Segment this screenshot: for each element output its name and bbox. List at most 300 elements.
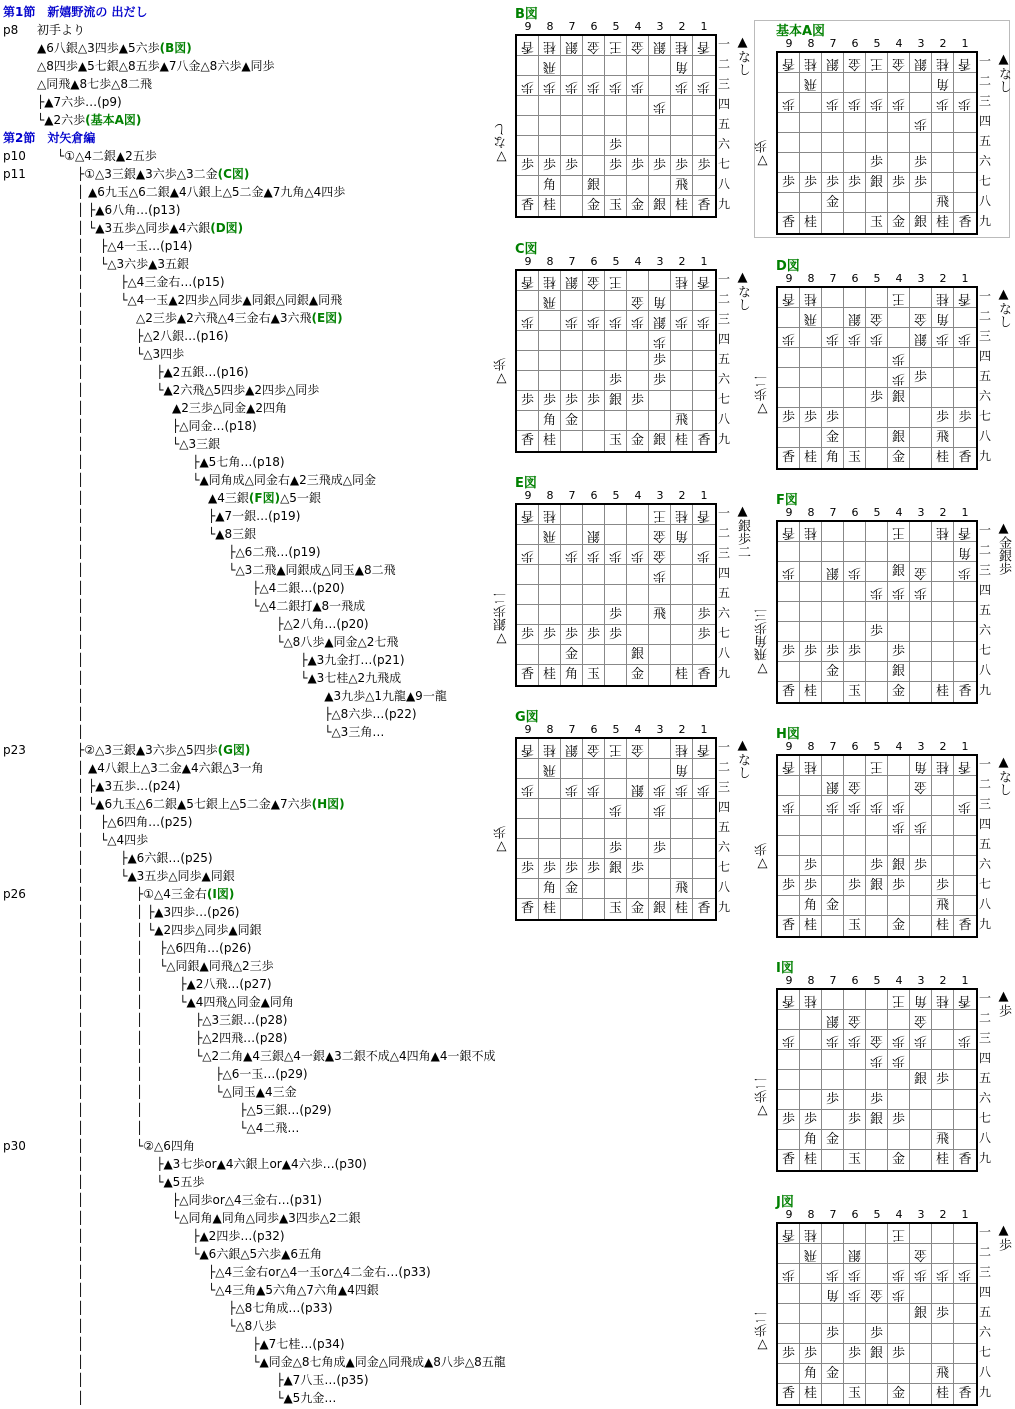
- sente-piece: 桂: [935, 918, 949, 933]
- sente-piece: 玉: [586, 667, 600, 682]
- move-text: △同飛▲8七歩△8二飛: [37, 77, 152, 91]
- sente-piece: 歩: [913, 858, 927, 873]
- move-line: [37, 57, 275, 75]
- board-square: [605, 116, 627, 136]
- move-line: [77, 165, 249, 183]
- board-square: [627, 351, 649, 371]
- board-square: [627, 779, 649, 799]
- gote-piece: 桂: [935, 993, 949, 1008]
- move-line: [77, 1263, 431, 1281]
- board-square: [888, 1244, 910, 1264]
- move-text: │ └△3六歩▲3五銀: [77, 257, 189, 271]
- board-square: [844, 1030, 866, 1050]
- board-square: [671, 645, 693, 665]
- board-square: [954, 776, 976, 796]
- board-square: [866, 113, 888, 133]
- board-square: [778, 602, 800, 622]
- board-square: [517, 879, 539, 899]
- board-square: [778, 916, 800, 936]
- board-square: [910, 328, 932, 348]
- gote-piece: 歩: [891, 799, 905, 814]
- board-square: [778, 93, 800, 113]
- rank-label: 七: [979, 1111, 992, 1125]
- board-square: [844, 1090, 866, 1110]
- board-square: [649, 56, 671, 76]
- sente-piece: 飛: [674, 881, 688, 896]
- board-square: [888, 876, 910, 896]
- sente-piece: 歩: [697, 158, 711, 173]
- gote-piece: 金: [847, 56, 861, 71]
- sente-piece: 香: [958, 1386, 972, 1401]
- board-square: [954, 1224, 976, 1244]
- rank-label: 五: [979, 134, 992, 148]
- gote-piece: 金: [913, 311, 927, 326]
- move-line: [77, 291, 342, 309]
- gote-piece: 王: [869, 759, 883, 774]
- gote-piece: 歩: [564, 548, 578, 563]
- sente-piece: 歩: [520, 158, 534, 173]
- move-line: [77, 417, 257, 435]
- board-square: [649, 411, 671, 431]
- board-square: [866, 542, 888, 562]
- board-square: [778, 113, 800, 133]
- rank-label: 一: [979, 991, 992, 1005]
- board-square: [649, 391, 671, 411]
- sente-piece: 桂: [803, 918, 817, 933]
- board-square: [605, 196, 627, 216]
- move-line: [37, 75, 152, 93]
- board-square: [932, 1324, 954, 1344]
- board-square: [517, 859, 539, 879]
- board-square: [954, 73, 976, 93]
- board-square: [693, 96, 715, 116]
- board-square: [866, 1384, 888, 1404]
- board-square: [671, 311, 693, 331]
- board-square: [844, 1050, 866, 1070]
- board-square: [627, 879, 649, 899]
- board-square: [822, 1070, 844, 1090]
- board-square: [822, 73, 844, 93]
- board-grid: [776, 754, 978, 938]
- rank-label: 一: [979, 289, 992, 303]
- file-label: 8: [546, 20, 554, 33]
- diagram-reference: (G図): [217, 743, 251, 757]
- move-text: │ │ ├▲3四歩…(p26): [77, 905, 240, 919]
- sente-piece: 香: [781, 918, 795, 933]
- diagram-reference: (基本A図): [85, 113, 142, 127]
- board-square: [954, 602, 976, 622]
- sente-piece: 銀: [608, 861, 622, 876]
- board-square: [910, 622, 932, 642]
- board-square: [671, 505, 693, 525]
- board-square: [517, 665, 539, 685]
- board-square: [605, 76, 627, 96]
- board-square: [627, 411, 649, 431]
- page-ref: p10: [3, 149, 26, 163]
- move-line: [77, 1353, 506, 1371]
- move-text: │ ▲4八銀上△3二金▲4六銀△3一角: [77, 761, 264, 775]
- board-square: [822, 328, 844, 348]
- sente-hand: ▲なし: [996, 52, 1011, 93]
- board-square: [888, 1224, 910, 1244]
- board-square: [583, 819, 605, 839]
- gote-piece: 王: [608, 274, 622, 289]
- board-square: [888, 1344, 910, 1364]
- board-square: [800, 916, 822, 936]
- board-square: [888, 1010, 910, 1030]
- board-square: [693, 565, 715, 585]
- board-square: [800, 73, 822, 93]
- rank-label: 七: [979, 174, 992, 188]
- board-square: [778, 73, 800, 93]
- board-square: [627, 391, 649, 411]
- gote-piece: 香: [781, 525, 795, 540]
- board-square: [888, 448, 910, 468]
- board-square: [671, 196, 693, 216]
- board-square: [800, 1264, 822, 1284]
- board-square: [778, 1030, 800, 1050]
- gote-piece: 歩: [630, 548, 644, 563]
- move-text: │ ├▲3九金打…(p21): [77, 653, 405, 667]
- board-square: [822, 448, 844, 468]
- board-square: [693, 759, 715, 779]
- board-square: [800, 522, 822, 542]
- sente-piece: 桂: [674, 667, 688, 682]
- move-text: │ ├▲3五歩…(p24): [77, 779, 181, 793]
- board-square: [561, 879, 583, 899]
- sente-piece: 歩: [825, 175, 839, 190]
- move-line: [77, 975, 272, 993]
- board-square: [800, 153, 822, 173]
- sente-piece: 桂: [803, 215, 817, 230]
- sente-piece: 玉: [847, 918, 861, 933]
- sente-piece: 金: [891, 215, 905, 230]
- board-square: [539, 116, 561, 136]
- file-label: 9: [785, 974, 793, 987]
- board-square: [844, 602, 866, 622]
- board-square: [866, 348, 888, 368]
- rank-label: 六: [979, 1091, 992, 1105]
- gote-piece: 歩: [520, 79, 534, 94]
- rank-label: 二: [979, 543, 992, 557]
- board-square: [778, 816, 800, 836]
- sente-piece: 歩: [630, 393, 644, 408]
- sente-piece: 桂: [803, 450, 817, 465]
- gote-piece: 角: [935, 76, 949, 91]
- board-square: [844, 682, 866, 702]
- rank-labels: [718, 34, 730, 214]
- file-label: 6: [590, 723, 598, 736]
- move-text: ├①△3三銀▲3六歩△3二金: [77, 167, 218, 181]
- gote-piece: 金: [652, 548, 666, 563]
- board-square: [866, 308, 888, 328]
- rank-label: 六: [979, 623, 992, 637]
- board-square: [822, 602, 844, 622]
- sente-piece: 歩: [869, 1326, 883, 1341]
- board-square: [910, 990, 932, 1010]
- board-j: [755, 1191, 1015, 1409]
- board-square: [778, 836, 800, 856]
- file-label: 7: [829, 740, 837, 753]
- move-line: [77, 255, 189, 273]
- board-square: [822, 308, 844, 328]
- board-square: [888, 1304, 910, 1324]
- move-text: │ ├▲7八玉…(p35): [77, 1373, 369, 1387]
- file-label: 3: [917, 974, 925, 987]
- gote-hand: ▽歩: [494, 826, 509, 854]
- board-square: [693, 76, 715, 96]
- board-square: [583, 371, 605, 391]
- gote-piece: 桂: [803, 1227, 817, 1242]
- move-text: │ └▲6六銀△5六歩▲6五角: [77, 1247, 323, 1261]
- board-square: [778, 1284, 800, 1304]
- gote-hand: ▽飛角歩三: [755, 609, 770, 676]
- board-square: [954, 876, 976, 896]
- board-square: [932, 1010, 954, 1030]
- board-square: [910, 1090, 932, 1110]
- file-labels: [515, 488, 715, 503]
- board-square: [822, 53, 844, 73]
- board-square: [539, 505, 561, 525]
- sente-piece: 歩: [630, 861, 644, 876]
- board-square: [671, 156, 693, 176]
- sente-piece: 桂: [542, 198, 556, 213]
- board-square: [671, 271, 693, 291]
- board-square: [844, 1010, 866, 1030]
- gote-piece: 桂: [542, 742, 556, 757]
- board-square: [583, 799, 605, 819]
- rank-labels: [979, 51, 991, 231]
- page-ref: p23: [3, 743, 26, 757]
- file-label: 5: [873, 506, 881, 519]
- board-f: [755, 489, 1015, 707]
- gote-piece: 桂: [674, 742, 688, 757]
- file-label: 4: [895, 37, 903, 50]
- move-text: │ └▲8三銀: [77, 527, 257, 541]
- sente-piece: 歩: [825, 410, 839, 425]
- rank-label: 一: [979, 523, 992, 537]
- board-square: [649, 525, 671, 545]
- gote-piece: 香: [520, 742, 534, 757]
- board-square: [822, 776, 844, 796]
- file-labels: [776, 1207, 976, 1222]
- sente-piece: 金: [825, 430, 839, 445]
- move-text: │ ├△6二飛…(p19): [77, 545, 321, 559]
- gote-piece: 金: [869, 1033, 883, 1048]
- board-square: [954, 448, 976, 468]
- rank-labels: [979, 520, 991, 700]
- board-square: [888, 562, 910, 582]
- board-square: [693, 819, 715, 839]
- board-square: [954, 408, 976, 428]
- board-square: [866, 1324, 888, 1344]
- gote-piece: 歩: [520, 314, 534, 329]
- rank-label: 七: [718, 157, 731, 171]
- board-square: [954, 1130, 976, 1150]
- board-square: [866, 53, 888, 73]
- board-square: [627, 505, 649, 525]
- board-square: [583, 36, 605, 56]
- gote-piece: 桂: [935, 525, 949, 540]
- board-square: [649, 96, 671, 116]
- rank-label: 三: [979, 797, 992, 811]
- gote-piece: 桂: [803, 291, 817, 306]
- board-square: [649, 605, 671, 625]
- board-square: [888, 756, 910, 776]
- board-square: [649, 76, 671, 96]
- board-square: [910, 896, 932, 916]
- gote-piece: 歩: [781, 1267, 795, 1282]
- sente-piece: 香: [697, 667, 711, 682]
- board-square: [932, 796, 954, 816]
- move-text: │ │ └△4二飛…: [77, 1121, 300, 1135]
- board-square: [693, 625, 715, 645]
- sente-piece: 金: [891, 1152, 905, 1167]
- file-label: 9: [785, 1208, 793, 1221]
- sente-piece: 歩: [869, 858, 883, 873]
- board-square: [778, 1344, 800, 1364]
- move-line: [77, 471, 376, 489]
- file-label: 9: [785, 37, 793, 50]
- board-grid: [515, 34, 717, 218]
- board-square: [649, 859, 671, 879]
- gote-piece: 香: [781, 1227, 795, 1242]
- file-label: 2: [939, 740, 947, 753]
- board-square: [583, 585, 605, 605]
- sente-piece: 香: [697, 433, 711, 448]
- board-square: [866, 1224, 888, 1244]
- gote-piece: 角: [674, 762, 688, 777]
- board-square: [778, 1150, 800, 1170]
- board-square: [822, 388, 844, 408]
- gote-hand: ▽歩二: [755, 1311, 770, 1352]
- board-square: [800, 602, 822, 622]
- board-square: [954, 1070, 976, 1090]
- sente-piece: 歩: [674, 158, 688, 173]
- board-square: [932, 916, 954, 936]
- board-square: [778, 53, 800, 73]
- board-square: [866, 756, 888, 776]
- move-text: │ └△4四歩: [77, 833, 149, 847]
- board-square: [844, 113, 866, 133]
- sente-piece: 歩: [652, 353, 666, 368]
- board-square: [693, 391, 715, 411]
- board-square: [671, 351, 693, 371]
- board-square: [910, 582, 932, 602]
- gote-piece: 王: [608, 742, 622, 757]
- rank-label: 四: [718, 800, 731, 814]
- board-square: [800, 756, 822, 776]
- board-square: [671, 759, 693, 779]
- move-line: [77, 1191, 322, 1209]
- file-label: 9: [524, 20, 532, 33]
- sente-piece: 飛: [935, 195, 949, 210]
- sente-piece: 角: [564, 667, 578, 682]
- board-square: [778, 408, 800, 428]
- board-square: [954, 53, 976, 73]
- board-square: [778, 1070, 800, 1090]
- gote-piece: 歩: [652, 782, 666, 797]
- board-square: [800, 1050, 822, 1070]
- move-line: [77, 1209, 361, 1227]
- board-square: [822, 368, 844, 388]
- gote-piece: 歩: [697, 79, 711, 94]
- move-line: [77, 1101, 332, 1119]
- sente-piece: 歩: [608, 373, 622, 388]
- move-line: [77, 1083, 297, 1101]
- board-square: [932, 1244, 954, 1264]
- board-square: [910, 308, 932, 328]
- move-line: [77, 651, 405, 669]
- board-square: [910, 368, 932, 388]
- board-square: [561, 605, 583, 625]
- gote-piece: 歩: [958, 1267, 972, 1282]
- gote-piece: 香: [520, 274, 534, 289]
- board-square: [561, 271, 583, 291]
- board-square: [778, 622, 800, 642]
- board-square: [866, 448, 888, 468]
- sente-piece: 桂: [674, 198, 688, 213]
- board-square: [932, 1344, 954, 1364]
- board-square: [778, 428, 800, 448]
- board-square: [932, 1150, 954, 1170]
- board-d: [755, 255, 1015, 473]
- board-square: [822, 1050, 844, 1070]
- board-square: [910, 1284, 932, 1304]
- board-square: [649, 331, 671, 351]
- rank-label: 三: [718, 780, 731, 794]
- board-square: [954, 213, 976, 233]
- board-square: [844, 896, 866, 916]
- sente-piece: 桂: [935, 1386, 949, 1401]
- gote-piece: 金: [913, 1247, 927, 1262]
- sente-piece: 歩: [825, 1092, 839, 1107]
- board-square: [932, 173, 954, 193]
- board-square: [954, 990, 976, 1010]
- gote-piece: 歩: [869, 96, 883, 111]
- gote-piece: 角: [935, 311, 949, 326]
- board-square: [778, 1090, 800, 1110]
- board-square: [822, 1130, 844, 1150]
- move-text: 初手より: [37, 23, 86, 37]
- board-square: [800, 896, 822, 916]
- board-square: [800, 662, 822, 682]
- rank-label: 一: [718, 272, 731, 286]
- rank-label: 四: [979, 1285, 992, 1299]
- sente-piece: 銀: [913, 1306, 927, 1321]
- sente-piece: 角: [542, 178, 556, 193]
- file-label: 3: [656, 723, 664, 736]
- board-square: [910, 1010, 932, 1030]
- rank-label: 八: [979, 194, 992, 208]
- board-square: [693, 899, 715, 919]
- board-square: [910, 1364, 932, 1384]
- board-title: F図: [776, 493, 798, 508]
- rank-label: 九: [979, 1151, 992, 1165]
- gote-piece: 歩: [935, 1267, 949, 1282]
- board-square: [583, 96, 605, 116]
- board-square: [605, 859, 627, 879]
- board-square: [822, 582, 844, 602]
- board-square: [778, 562, 800, 582]
- board-square: [605, 899, 627, 919]
- gote-piece: 桂: [935, 56, 949, 71]
- gote-piece: 歩: [564, 79, 578, 94]
- move-text: │ └△3三銀: [77, 437, 221, 451]
- board-square: [866, 776, 888, 796]
- sente-piece: 歩: [586, 627, 600, 642]
- gote-piece: 歩: [847, 1287, 861, 1302]
